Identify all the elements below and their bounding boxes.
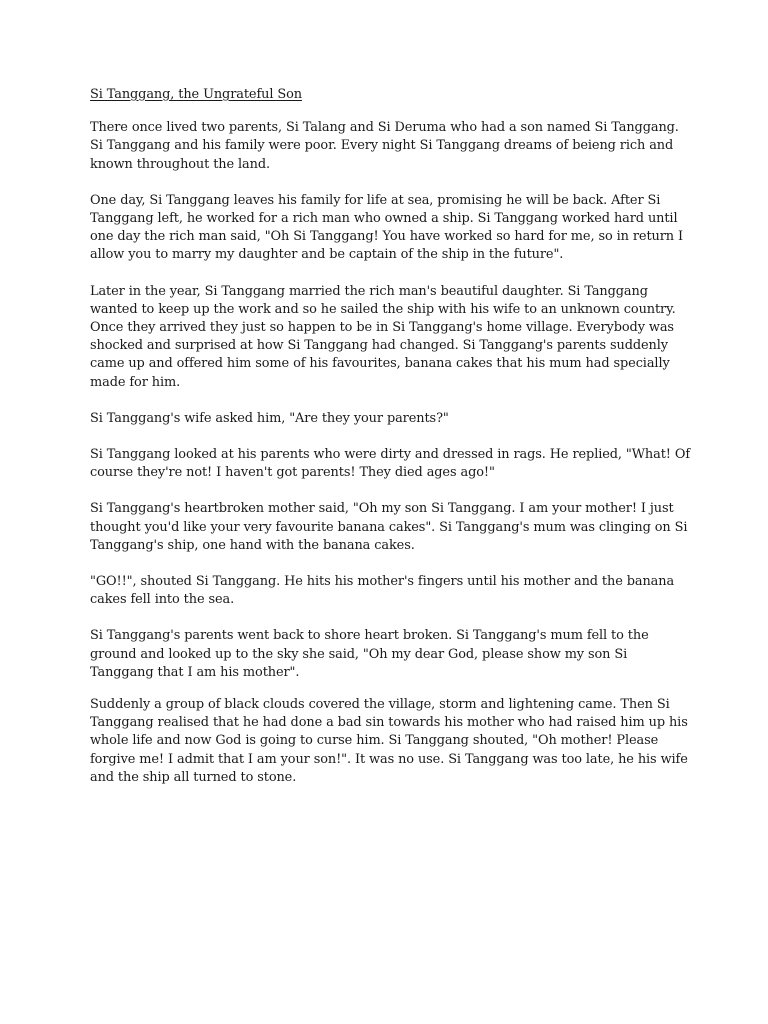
paragraph-2: One day, Si Tanggang leaves his family for life at sea, promising he will be back. After Si Tanggang left, he worked for a rich man who owned a ship. Si Tanggang worked hard until one day the rich man said, "Oh Si Tanggang! You have worked so hard for me, so in return I allow you to marry my daughter and be captain of the ship in the future".: [90, 192, 683, 263]
document-body: [90, 86, 690, 805]
paragraph-1: There once lived two parents, Si Talang and Si Deruma who had a son named Si Tanggang. Si Tanggang and his family were poor. Every night Si Tanggang dreams of beieng rich and known throughout the land.: [90, 120, 679, 172]
paragraph-4: Si Tanggang's wife asked him, "Are they your parents?": [90, 410, 449, 426]
paragraph-3: Later in the year, Si Tanggang married the rich man's beautiful daughter. Si Tanggang wanted to keep up the work and so he sailed the ship with his wife to an unknown country. Once they arrived they just so happen to be in Si Tanggang's home village. Everybody was shocked and surprised at how Si Tanggang had changed. Si Tanggang's parents suddenly came up and offered him some of his favourites, banana cakes that his mum had specially made for him.: [90, 283, 676, 390]
paragraph-8: Si Tanggang's parents went back to shore heart broken. Si Tanggang's mum fell to the ground and looked up to the sky she said, "Oh my dear God, please show my son Si Tanggang that I am his mother".: [90, 628, 649, 680]
paragraph-9: Suddenly a group of black clouds covered the village, storm and lightening came. Then Si Tanggang realised that he had done a bad sin towards his mother who had raised him up his whole life and now God is going to curse him. Si Tanggang shouted, "Oh mother! Please forgive me! I admit that I am your son!". It was no use. Si Tanggang was too late, he his wife and the ship all turned to stone.: [90, 697, 688, 785]
document-title: Si Tanggang, the Ungrateful Son: [90, 87, 302, 102]
paragraph-7: "GO!!", shouted Si Tanggang. He hits his mother's fingers until his mother and the banana cakes fell into the sea.: [90, 574, 675, 608]
paragraph-5: Si Tanggang looked at his parents who were dirty and dressed in rags. He replied, "What! Of course they're not! I haven't got parents! They died ages ago!": [90, 447, 690, 481]
paragraph-6: Si Tanggang's heartbroken mother said, "Oh my son Si Tanggang. I am your mother! I just thought you'd like your very favourite banana cakes". Si Tanggang's mum was clinging on Si Tanggang's ship, one hand with the banana cakes.: [90, 501, 688, 553]
